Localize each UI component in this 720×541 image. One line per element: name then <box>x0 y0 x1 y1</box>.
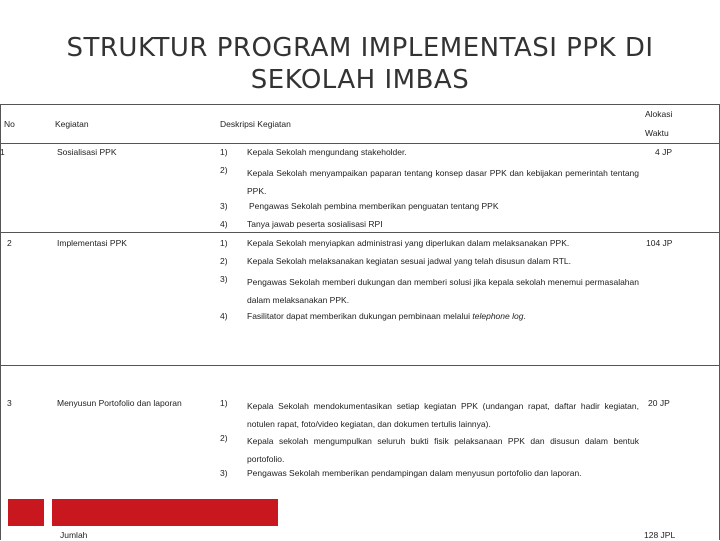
table-top-rule <box>0 104 720 105</box>
row-no: 1 <box>0 147 5 157</box>
item-number: 2) <box>220 256 228 266</box>
accent-bar-middle <box>52 499 278 526</box>
header-waktu: Waktu <box>645 128 669 138</box>
item-number: 2) <box>220 433 228 443</box>
row-no: 3 <box>7 398 12 408</box>
row-kegiatan: Implementasi PPK <box>57 238 127 248</box>
accent-bar-left <box>8 499 44 526</box>
item-text: Kepala Sekolah mendokumentasikan setiap kegiatan PPK (undangan rapat, daftar hadir kegiatan, notulen rapat, foto/video kegiatan, dan dokumen tertulis lainnya). <box>247 401 639 429</box>
item-text: Kepala sekolah mengumpulkan seluruh bukti fisik pelaksanaan PPK dan disusun dalam bentuk portofolio. <box>247 436 639 464</box>
row-rule-1 <box>0 232 720 233</box>
item-text-tail: . <box>523 311 526 321</box>
header-no: No <box>4 119 15 129</box>
item-number: 2) <box>220 165 228 175</box>
item-number: 3) <box>220 274 228 284</box>
item-text: Kepala Sekolah melaksanakan kegiatan sesuai jadwal yang telah disusun dalam RTL. <box>247 256 571 266</box>
header-alokasi: Alokasi <box>645 109 673 119</box>
item-text <box>247 310 526 322</box>
item-number: 1) <box>220 398 228 408</box>
item-text: Kepala Sekolah mengundang stakeholder. <box>247 147 407 157</box>
row-kegiatan: Sosialisasi PPK <box>57 147 117 157</box>
item-text: Pengawas Sekolah memberi dukungan dan memberi solusi jika kepala sekolah menemui permasalahan dalam melaksanakan PPK. <box>247 277 639 305</box>
row-alokasi: 4 JP <box>655 147 673 157</box>
footer-label: Jumlah <box>60 530 88 540</box>
item-number: 1) <box>220 147 228 157</box>
footer-total: 128 JPL <box>644 530 676 540</box>
row-rule-2 <box>0 365 720 366</box>
item-number: 3) <box>220 201 228 211</box>
item-text: Pengawas Sekolah memberikan pendampingan dalam menyusun portofolio dan laporan. <box>247 468 582 478</box>
header-kegiatan: Kegiatan <box>55 119 89 129</box>
item-text: Kepala Sekolah menyiapkan administrasi yang diperlukan dalam melaksanakan PPK. <box>247 238 570 248</box>
item-text-italic: telephone log <box>472 311 524 321</box>
item-number: 1) <box>220 238 228 248</box>
col-rule-left <box>0 104 1 540</box>
row-no: 2 <box>7 238 12 248</box>
item-text: Kepala Sekolah menyampaikan paparan tentang konsep dasar PPK dan kebijakan pemerintah tentang PPK. <box>247 168 639 196</box>
item-number: 3) <box>220 468 228 478</box>
header-deskripsi: Deskripsi Kegiatan <box>220 119 291 129</box>
item-text: Pengawas Sekolah pembina memberikan penguatan tentang PPK <box>249 201 499 211</box>
item-text-main: Fasilitator dapat memberikan dukungan pembinaan melalui <box>247 311 473 321</box>
item-text: Tanya jawab peserta sosialisasi RPI <box>247 219 383 229</box>
row-kegiatan: Menyusun Portofolio dan laporan <box>57 398 182 408</box>
row-alokasi: 104 JP <box>646 238 673 248</box>
item-number: 4) <box>220 311 228 321</box>
row-alokasi: 20 JP <box>648 398 670 408</box>
page-title: STRUKTUR PROGRAM IMPLEMENTASI PPK DI SEKOLAH IMBAS <box>66 33 654 95</box>
table-header-rule <box>0 143 720 144</box>
item-number: 4) <box>220 219 228 229</box>
